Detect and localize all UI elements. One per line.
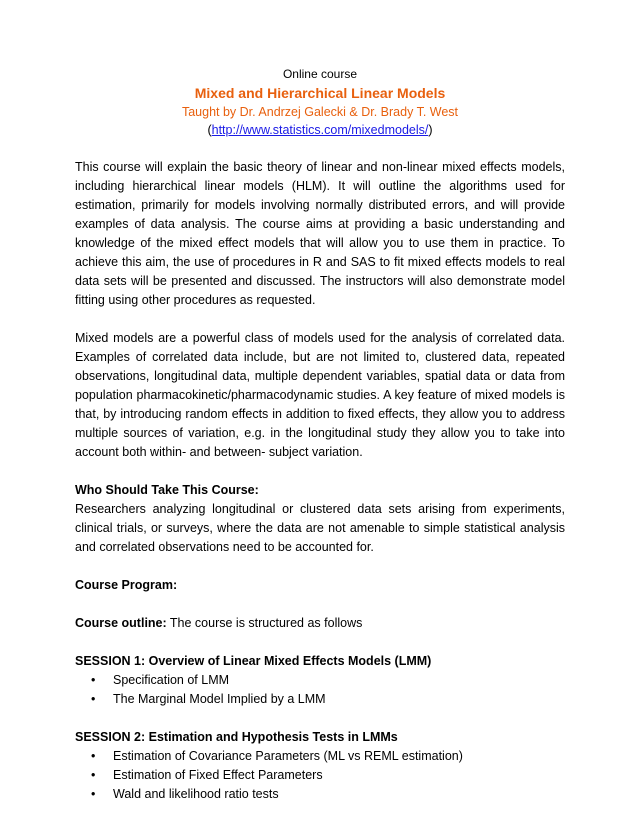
course-instructors: Taught by Dr. Andrzej Galecki & Dr. Brady T. West: [181, 105, 459, 119]
spacer: [75, 595, 565, 614]
audience-heading: Who Should Take This Course:: [75, 483, 259, 497]
course-url-line: [75, 121, 565, 139]
program-heading: Course Program:: [75, 578, 178, 592]
mixed-models-paragraph: Mixed models are a powerful class of models used for the analysis of correlated data. Examples of correlated data include, but are not limited to, clustered data, repeated observations, longitudinal data, multiple dependent variables, spatial data or data from population pharmacokinetic/pharmacodynamic studies. A key feature of mixed models is that, by introducing random effects in addition to fixed effects, they allow you to address multiple sources of variation, e.g. in the longitudinal study they allow you to take into account both within- and between- subject variation.: [75, 331, 565, 459]
course-url-link[interactable]: http://www.statistics.com/mixedmodels/: [211, 123, 429, 137]
list-item: • Estimation of Covariance Parameters (ML vs REML estimation): [113, 747, 565, 766]
list-item: • Estimation of Fixed Effect Parameters: [113, 766, 565, 785]
url-open-paren: (: [207, 123, 212, 137]
course-kicker: Online course: [282, 67, 358, 81]
spacer: [75, 633, 565, 652]
intro-paragraph: This course will explain the basic theory of linear and non-linear mixed effects models, including hierarchical linear models (HLM). It will outline the algorithms used for estimation, primarily for models involving normally distributed errors, and will provide examples of data analysis. The course aims at providing a basic understanding and knowledge of the mixed effect models that will allow you to use them in practice. To achieve this aim, the use of procedures in R and SAS to fit mixed effects models to real data sets will be presented and discussed. The instructors will also demonstrate model fitting using other procedures as requested.: [75, 160, 565, 307]
url-close-paren: ): [428, 123, 433, 137]
audience-paragraph: Researchers analyzing longitudinal or clustered data sets arising from experiments, clinical trials, or surveys, where the data are not amenable to simple statistical analysis and correlated observations need to be accounted for.: [75, 502, 565, 554]
list-item: • Specification of LMM: [113, 671, 565, 690]
spacer: [75, 310, 565, 329]
outline-line: [75, 614, 565, 633]
outline-label: Course outline:: [75, 616, 167, 630]
session-2-list: [75, 747, 565, 804]
session-1-title: SESSION 1: Overview of Linear Mixed Effects Models (LMM): [75, 654, 432, 668]
list-item: • The Marginal Model Implied by a LMM: [113, 690, 565, 709]
spacer: [75, 139, 565, 158]
list-item: • Wald and likelihood ratio tests: [113, 785, 565, 804]
course-title: Mixed and Hierarchical Linear Models: [194, 85, 446, 101]
spacer: [75, 709, 565, 728]
spacer: [75, 462, 565, 481]
session-2-title: SESSION 2: Estimation and Hypothesis Tests in LMMs: [75, 730, 398, 744]
outline-text: The course is structured as follows: [166, 616, 363, 630]
spacer: [75, 557, 565, 576]
session-1-list: [75, 671, 565, 709]
